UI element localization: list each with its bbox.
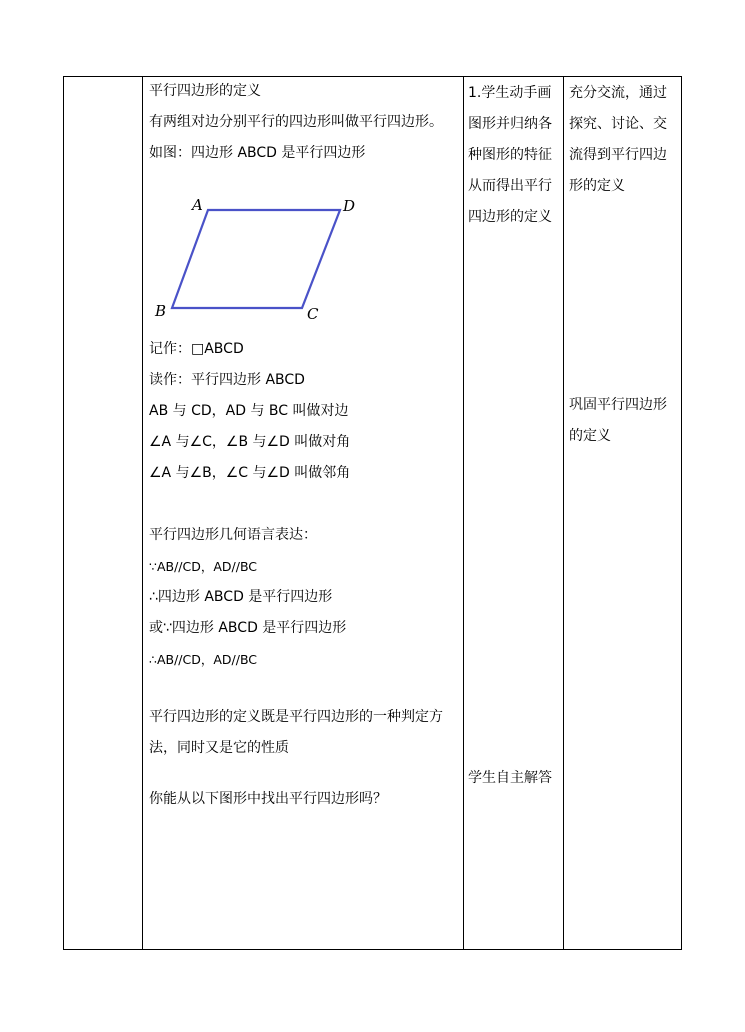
- student-activity-cell: [468, 78, 560, 786]
- reading-text: 读作：平行四边形 ABCD: [149, 372, 305, 388]
- therefore-statement-2: ∴AB//CD，AD//BC: [149, 652, 258, 667]
- because-statement: ∵AB//CD，AD//BC: [149, 559, 258, 574]
- vertex-label-d: D: [343, 197, 356, 215]
- note-line-1: 平行四边形的定义既是平行四边形的一种判定方: [149, 709, 443, 725]
- definition-text: 有两组对边分别平行的四边形叫做平行四边形。: [149, 114, 443, 130]
- student-activity-2: 学生自主解答: [468, 770, 552, 786]
- parallelogram-shape: [172, 210, 340, 308]
- question-text: 你能从以下图形中找出平行四边形吗？: [149, 791, 387, 807]
- geometry-language-title: 平行四边形几何语言表达：: [149, 527, 317, 543]
- opposite-sides-text: AB 与 CD，AD 与 BC 叫做对边: [149, 403, 349, 419]
- opposite-angles-text: ∠A 与∠C，∠B 与∠D 叫做对角: [149, 434, 351, 450]
- parallelogram-svg: [150, 188, 380, 328]
- teaching-content-cell: [149, 76, 459, 815]
- parallelogram-figure: [150, 188, 380, 328]
- design-intent-2: 巩固平行四边形的定义: [569, 397, 667, 444]
- student-activity-1: 1.学生动手画图形并归纳各种图形的特征从而得出平行四边形的定义: [468, 85, 552, 225]
- column-divider: [142, 76, 143, 950]
- vertex-label-b: B: [155, 302, 167, 320]
- design-intent-cell: [569, 78, 679, 444]
- vertex-label-c: C: [307, 305, 319, 323]
- adjacent-angles-text: ∠A 与∠B，∠C 与∠D 叫做邻角: [149, 465, 351, 481]
- or-because-statement: 或∵四边形 ABCD 是平行四边形: [149, 620, 347, 636]
- design-intent-1: 充分交流，通过探究、讨论、交流得到平行四边形的定义: [569, 85, 667, 194]
- column-divider: [463, 76, 464, 950]
- therefore-statement: ∴四边形 ABCD 是平行四边形: [149, 589, 333, 605]
- figure-intro: 如图：四边形 ABCD 是平行四边形: [149, 145, 366, 161]
- vertex-label-a: A: [192, 196, 203, 214]
- column-divider: [563, 76, 564, 950]
- note-line-2: 法，同时又是它的性质: [149, 740, 289, 756]
- section-title: 平行四边形的定义: [149, 83, 261, 99]
- notation-text: 记作：□ABCD: [149, 341, 244, 357]
